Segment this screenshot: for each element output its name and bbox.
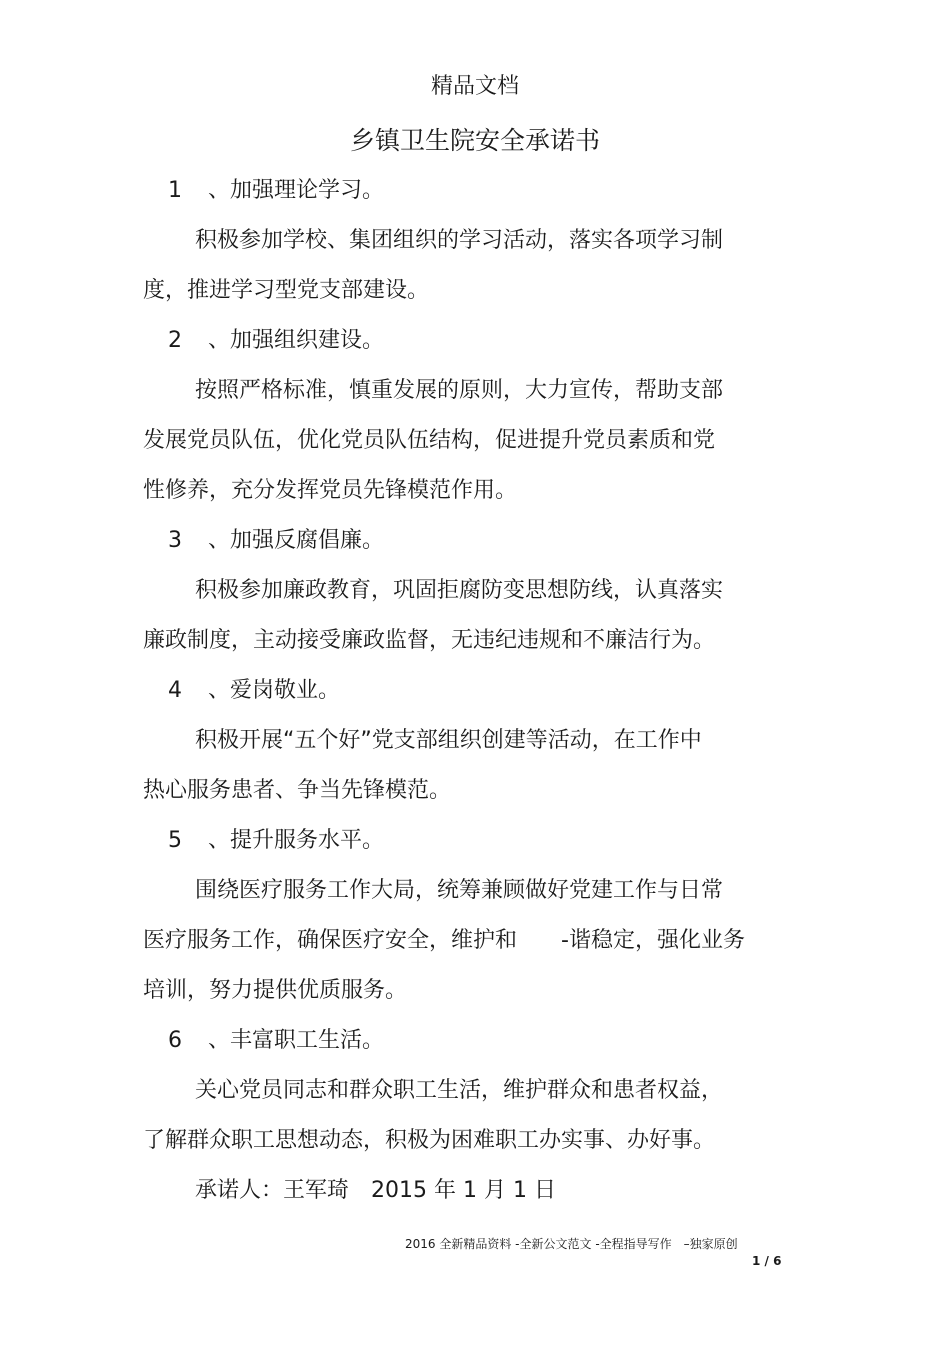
signature-line: 承诺人：王军琦 2015 年 1 月 1 日 bbox=[195, 1178, 556, 1203]
paragraph-line: 按照严格标准，慎重发展的原则，大力宣传，帮助支部 bbox=[195, 378, 724, 403]
section-number: 1 bbox=[168, 178, 182, 203]
paragraph-line: 热心服务患者、争当先锋模范。 bbox=[143, 778, 452, 803]
section-heading bbox=[168, 676, 340, 706]
paragraph-line: 围绕医疗服务工作大局，统筹兼顾做好党建工作与日常 bbox=[195, 878, 724, 903]
section-heading-text: 、丰富职工生活。 bbox=[208, 1028, 385, 1053]
section-heading bbox=[168, 526, 384, 556]
section-heading-text: 、加强反腐倡廉。 bbox=[208, 528, 385, 553]
paragraph-line: 培训，努力提供优质服务。 bbox=[143, 978, 408, 1003]
section-number: 4 bbox=[168, 678, 182, 703]
section-number: 3 bbox=[168, 528, 182, 553]
section-number: 2 bbox=[168, 328, 182, 353]
footer-text: 2016 全新精品资料 -全新公文范文 -全程指导写作 –独家原创 bbox=[405, 1237, 738, 1251]
section-heading bbox=[168, 176, 384, 206]
paragraph-line: 积极参加学校、集团组织的学习活动，落实各项学习制 bbox=[195, 228, 724, 253]
paragraph-line: 医疗服务工作，确保医疗安全，维护和 -谐稳定，强化业务 bbox=[143, 928, 745, 953]
section-heading bbox=[168, 326, 384, 356]
paragraph-line: 积极开展“五个好”党支部组织创建等活动，在工作中 bbox=[195, 728, 702, 753]
paragraph-line: 度，推进学习型党支部建设。 bbox=[143, 278, 430, 303]
paragraph-line: 性修养，充分发挥党员先锋模范作用。 bbox=[143, 478, 518, 503]
section-heading-text: 、提升服务水平。 bbox=[208, 828, 385, 853]
paragraph-line: 了解群众职工思想动态，积极为困难职工办实事、办好事。 bbox=[143, 1128, 716, 1153]
section-number: 6 bbox=[168, 1028, 182, 1053]
section-heading-text: 、加强组织建设。 bbox=[208, 328, 385, 353]
section-heading bbox=[168, 826, 384, 856]
section-heading-text: 、加强理论学习。 bbox=[208, 178, 385, 203]
paragraph-line: 发展党员队伍，优化党员队伍结构，促进提升党员素质和党 bbox=[143, 428, 716, 453]
section-number: 5 bbox=[168, 828, 182, 853]
document-title: 乡镇卫生院安全承诺书 bbox=[349, 126, 600, 155]
paragraph-line: 廉政制度，主动接受廉政监督，无违纪违规和不廉洁行为。 bbox=[143, 628, 716, 653]
paragraph-line: 关心党员同志和群众职工生活，维护群众和患者权益， bbox=[195, 1078, 724, 1103]
paragraph-line: 积极参加廉政教育，巩固拒腐防变思想防线，认真落实 bbox=[195, 578, 724, 603]
header-title: 精品文档 bbox=[430, 74, 519, 99]
section-heading-text: 、爱岗敬业。 bbox=[208, 678, 341, 703]
page-number: 1 / 6 bbox=[752, 1254, 782, 1268]
section-heading bbox=[168, 1026, 384, 1056]
